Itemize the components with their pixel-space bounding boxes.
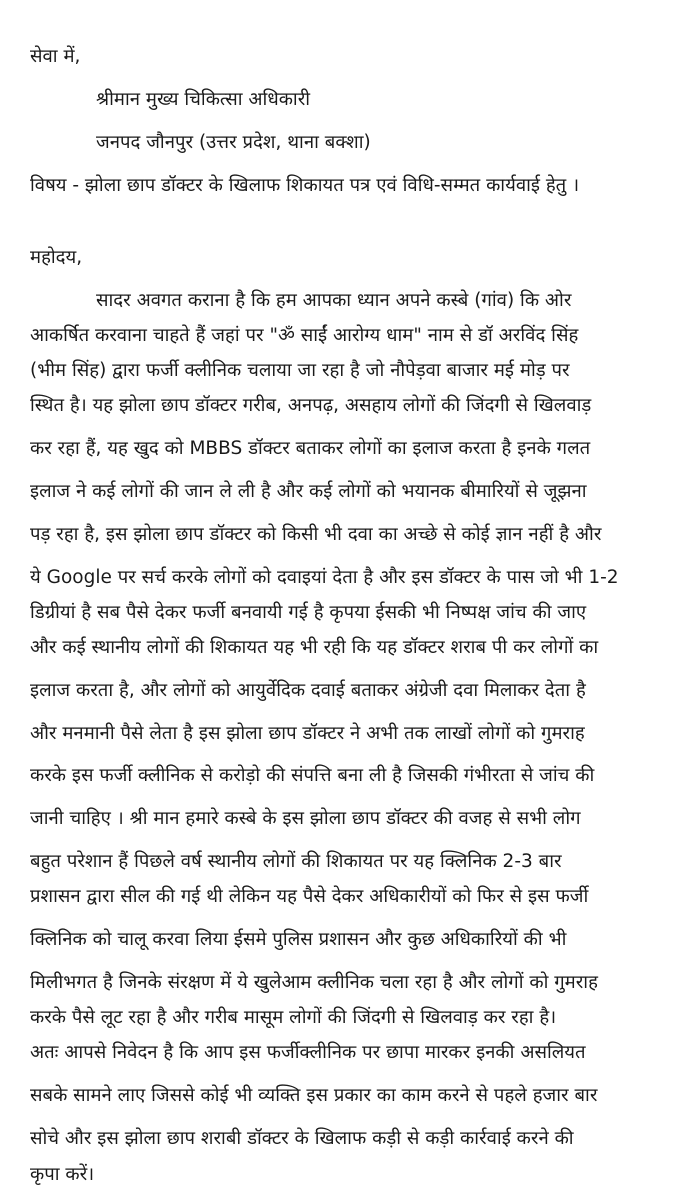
body-line: सबके सामने लाए जिससे कोई भी व्यक्ति इस प्रकार का काम करने से पहले हजार बार bbox=[30, 1085, 598, 1106]
recipient-title: श्रीमान मुख्य चिकित्सा अधिकारी bbox=[96, 89, 311, 110]
body-line: करके इस फर्जी क्लीनिक से करोड़ो की संपत्ति बना ली है जिसकी गंभीरता से जांच की bbox=[30, 765, 595, 786]
body-line: डिग्रीयां है सब पैसे देकर फर्जी बनवायी गई है कृपया ईसकी भी निष्पक्ष जांच की जाए bbox=[30, 602, 587, 623]
body-line: इलाज करता है, और लोगों को आयुर्वेदिक दवाई बताकर अंग्रेजी दवा मिलाकर देता है bbox=[30, 680, 586, 701]
body-line: पड़ रहा है, इस झोला छाप डॉक्टर को किसी भी दवा का अच्छे से कोई ज्ञान नहीं है और bbox=[30, 524, 602, 545]
body-line: क्लिनिक को चालू करवा लिया ईसमे पुलिस प्रशासन और कुछ अधिकारियों की भी bbox=[30, 929, 567, 950]
salutation-to: सेवा में, bbox=[30, 46, 81, 67]
body-line: मिलीभगत है जिनके संरक्षण में ये खुलेआम क्लीनिक चला रहा है और लोगों को गुमराह bbox=[30, 972, 598, 993]
body-line: कर रहा हैं, यह खुद को MBBS डॉक्टर बताकर लोगों का इलाज करता है इनके गलत bbox=[30, 438, 591, 459]
body-line: सोचे और इस झोला छाप शराबी डॉक्टर के खिलाफ कड़ी से कड़ी कार्रवाई करने की bbox=[30, 1128, 574, 1149]
body-line: सादर अवगत कराना है कि हम आपका ध्यान अपने कस्बे (गांव) कि ओर bbox=[96, 290, 572, 311]
subject-line: विषय - झोला छाप डॉक्टर के खिलाफ शिकायत पत्र एवं विधि-सम्मत कार्यवाई हेतु । bbox=[30, 175, 580, 196]
body-line: जानी चाहिए । श्री मान हमारे कस्बे के इस झोला छाप डॉक्टर की वजह से सभी लोग bbox=[30, 808, 581, 829]
recipient-address: जनपद जौनपुर (उत्तर प्रदेश, थाना बक्शा) bbox=[96, 132, 371, 153]
body-line: (भीम सिंह) द्वारा फर्जी क्लीनिक चलाया जा रहा है जो नौपेड़वा बाजार मई मोड़ पर bbox=[30, 360, 570, 381]
body-line: बहुत परेशान हैं पिछले वर्ष स्थानीय लोगों की शिकायत पर यह क्लिनिक 2-3 बार bbox=[30, 851, 562, 872]
body-line: अतः आपसे निवेदन है कि आप इस फर्जीक्लीनिक पर छापा मारकर इनकी असलियत bbox=[30, 1042, 586, 1063]
body-line: प्रशासन द्वारा सील की गई थी लेकिन यह पैसे देकर अधिकारीयों को फिर से इस फर्जी bbox=[30, 886, 589, 907]
body-line: ये Google पर सर्च करके लोगों को दवाइयां देता है और इस डॉक्टर के पास जो भी 1-2 bbox=[30, 567, 619, 588]
body-line: करके पैसे लूट रहा है और गरीब मासूम लोगों की जिंदगी से खिलवाड़ कर रहा है। bbox=[30, 1007, 557, 1028]
greeting: महोदय, bbox=[30, 247, 83, 268]
body-line: और मनमानी पैसे लेता है इस झोला छाप डॉक्टर ने अभी तक लाखों लोगों को गुमराह bbox=[30, 723, 585, 744]
body-line: स्थित है। यह झोला छाप डॉक्टर गरीब, अनपढ़, असहाय लोगों की जिंदगी से खिलवाड़ bbox=[30, 395, 592, 416]
body-line: इलाज ने कई लोगों की जान ले ली है और कई लोगों को भयानक बीमारियों से जूझना bbox=[30, 481, 587, 502]
body-line: आकर्षित करवाना चाहते हैं जहां पर "ॐ साईं आरोग्य धाम" नाम से डॉ अरविंद सिंह bbox=[30, 325, 579, 346]
body-line: और कई स्थानीय लोगों की शिकायत यह भी रही कि यह डॉक्टर शराब पी कर लोगों का bbox=[30, 637, 599, 658]
body-line: कृपा करें। bbox=[30, 1164, 95, 1185]
